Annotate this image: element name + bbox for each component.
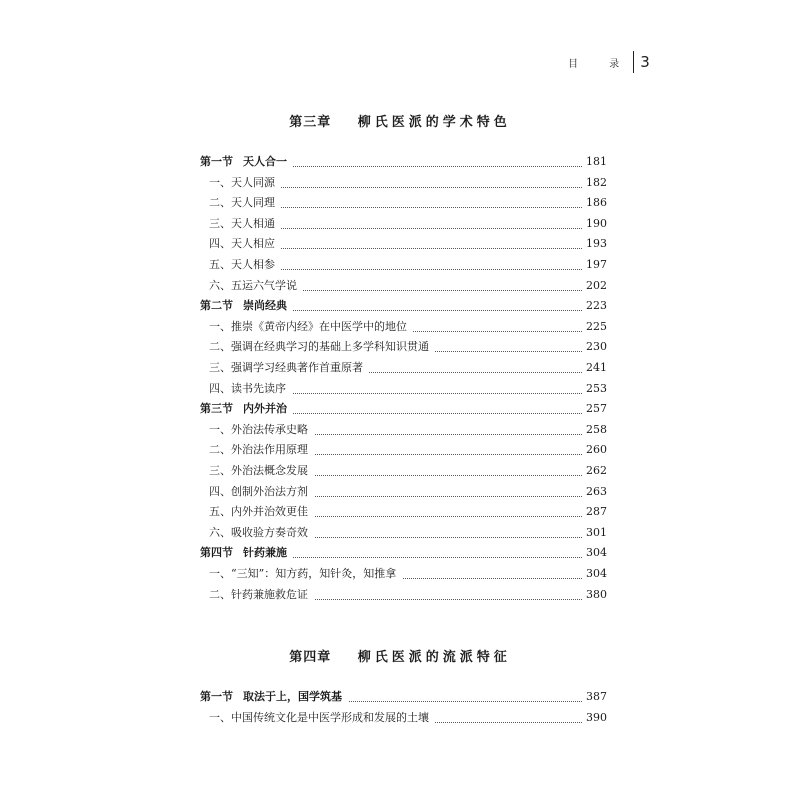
- toc-entry-text: 一、天人同源: [209, 175, 275, 189]
- toc-page-number: 190: [582, 215, 607, 233]
- toc-page-number: 380: [582, 586, 607, 604]
- toc-page-number: 193: [582, 235, 607, 253]
- toc-entry-text: 二、强调在经典学习的基础上多学科知识贯通: [209, 340, 429, 354]
- toc-page-number: 301: [582, 524, 607, 542]
- toc-item-entry[interactable]: [0, 709, 800, 727]
- toc-page-number: 263: [582, 483, 607, 501]
- section-number: 第三节: [200, 402, 233, 416]
- toc-page-number: 387: [582, 688, 607, 706]
- toc-page-number: 304: [582, 544, 607, 562]
- toc-entry-text: 一、中国传统文化是中医学形成和发展的土壤: [209, 710, 429, 724]
- toc-entry-text: 取法于上，国学筑基: [243, 690, 342, 703]
- toc-page-number: 223: [582, 297, 607, 315]
- toc-page-number: 262: [582, 462, 607, 480]
- header-label: 目 录: [568, 58, 634, 70]
- toc-entry-text: 三、外治法概念发展: [209, 464, 308, 477]
- toc-entry-text: 一、推崇《黄帝内经》在中医学中的地位: [209, 319, 407, 333]
- toc-item-entry[interactable]: [0, 586, 800, 604]
- toc-entry-text: 六、吸收验方奏奇效: [209, 525, 308, 539]
- toc-page-number: 186: [582, 194, 607, 212]
- toc-entry-text: 五、天人相参: [209, 258, 275, 271]
- section-number: 第一节: [200, 155, 233, 168]
- toc-page-number: 225: [582, 318, 607, 336]
- toc-entry-text: 二、针药兼施救危证: [209, 587, 308, 601]
- toc-page-number: 253: [582, 380, 607, 398]
- toc-entry-text: 一、“三知”：知方药，知针灸，知推拿: [209, 567, 397, 580]
- toc-entry-text: 一、外治法传承史略: [209, 422, 308, 436]
- toc-page-number: 257: [582, 400, 607, 418]
- toc-entry-text: 六、五运六气学说: [209, 278, 297, 292]
- toc-entry-text: 二、外治法作用原理: [209, 443, 308, 457]
- chapter-number: 第四章: [289, 650, 332, 665]
- toc-entry-text: 内外并治: [243, 402, 287, 416]
- toc-page-number: 287: [582, 503, 607, 521]
- toc-entry-text: 四、创制外治法方剂: [209, 484, 308, 498]
- running-header: [568, 50, 650, 74]
- toc-entry-text: 四、天人相应: [209, 237, 275, 251]
- toc-entry-text: 五、内外并治效更佳: [209, 505, 308, 519]
- chapter-title: 柳氏医派的学术特色: [357, 115, 511, 130]
- toc-page-number: 230: [582, 338, 607, 356]
- header-divider: [633, 51, 634, 73]
- toc-entry-text: 四、读书先读序: [209, 381, 286, 395]
- chapter-title: 柳氏医派的流派特征: [357, 650, 511, 665]
- toc-entry-text: 针药兼施: [243, 546, 287, 560]
- toc-page-number: 260: [582, 441, 607, 459]
- toc-page-number: 182: [582, 174, 607, 192]
- toc-page-number: 304: [582, 565, 607, 583]
- section-number: 第一节: [200, 690, 233, 703]
- toc-entry-text: 二、天人同理: [209, 196, 275, 210]
- section-number: 第二节: [200, 299, 233, 313]
- chapter-number: 第三章: [289, 115, 332, 130]
- toc-entry-label: [209, 586, 314, 604]
- toc-entry-text: 三、强调学习经典著作首重原著: [209, 361, 363, 374]
- chapter-heading: [0, 646, 800, 665]
- toc-page-number: 197: [582, 256, 607, 274]
- section-number: 第四节: [200, 546, 233, 560]
- toc-entry-text: 三、天人相通: [209, 216, 275, 230]
- chapter-heading: [0, 111, 800, 130]
- toc-page-number: 390: [582, 709, 607, 727]
- toc-page-number: 202: [582, 277, 607, 295]
- toc-page-number: 241: [582, 359, 607, 377]
- toc-entry-label: [209, 709, 435, 727]
- toc-entry-text: 崇尚经典: [243, 299, 287, 313]
- toc-page-number: 181: [582, 153, 607, 171]
- header-page-number: 3: [640, 53, 650, 71]
- toc-page-number: 258: [582, 421, 607, 439]
- toc-entry-text: 天人合一: [243, 155, 287, 168]
